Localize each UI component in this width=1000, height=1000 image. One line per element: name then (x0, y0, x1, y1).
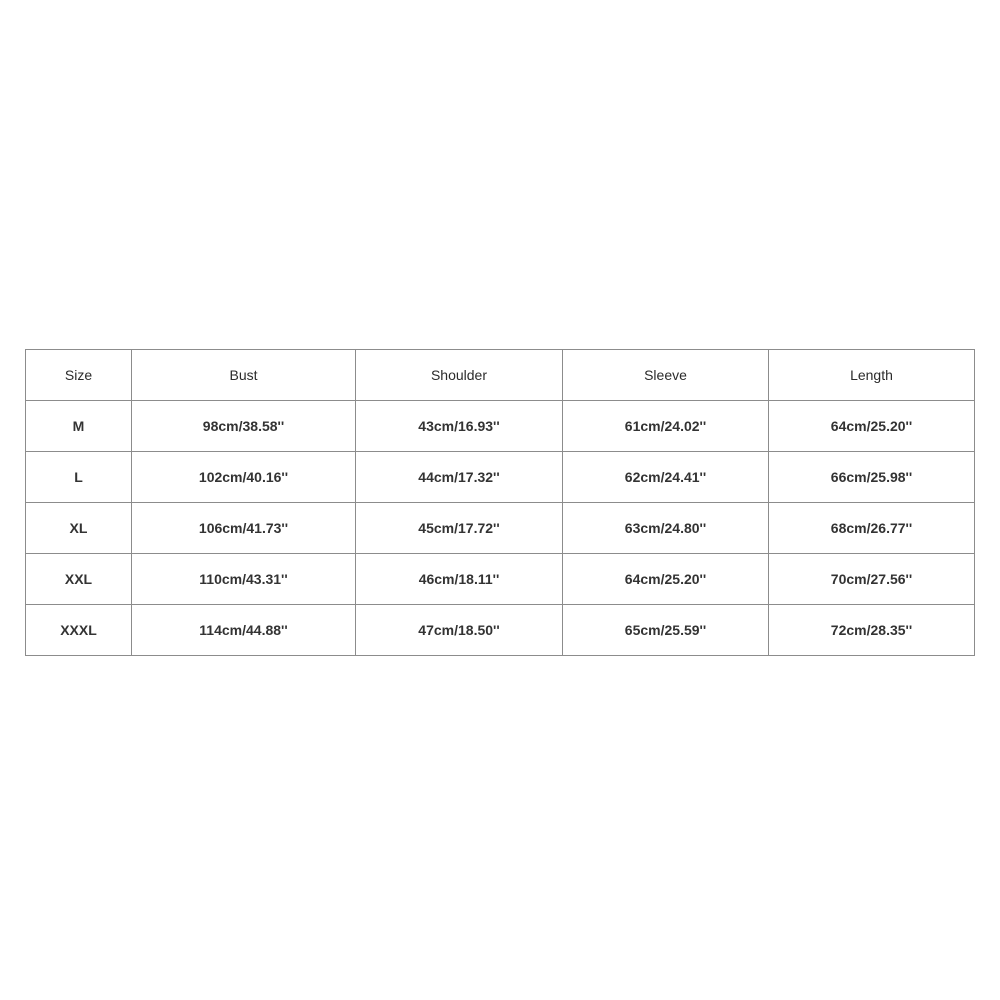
sleeve-cell: 64cm/25.20'' (563, 554, 769, 605)
table-row (26, 452, 975, 503)
header-bust: Bust (132, 350, 356, 401)
shoulder-cell: 45cm/17.72'' (356, 503, 563, 554)
header-length: Length (769, 350, 975, 401)
bust-cell: 114cm/44.88'' (132, 605, 356, 656)
bust-cell: 98cm/38.58'' (132, 401, 356, 452)
shoulder-cell: 46cm/18.11'' (356, 554, 563, 605)
length-cell: 70cm/27.56'' (769, 554, 975, 605)
size-cell: XXXL (26, 605, 132, 656)
table-row (26, 605, 975, 656)
header-size: Size (26, 350, 132, 401)
shoulder-cell: 44cm/17.32'' (356, 452, 563, 503)
bust-cell: 102cm/40.16'' (132, 452, 356, 503)
header-row (26, 350, 975, 401)
sleeve-cell: 61cm/24.02'' (563, 401, 769, 452)
size-cell: M (26, 401, 132, 452)
header-sleeve: Sleeve (563, 350, 769, 401)
sleeve-cell: 62cm/24.41'' (563, 452, 769, 503)
sleeve-cell: 63cm/24.80'' (563, 503, 769, 554)
shoulder-cell: 43cm/16.93'' (356, 401, 563, 452)
sleeve-cell: 65cm/25.59'' (563, 605, 769, 656)
length-cell: 64cm/25.20'' (769, 401, 975, 452)
header-shoulder: Shoulder (356, 350, 563, 401)
length-cell: 72cm/28.35'' (769, 605, 975, 656)
bust-cell: 106cm/41.73'' (132, 503, 356, 554)
length-cell: 66cm/25.98'' (769, 452, 975, 503)
size-cell: XXL (26, 554, 132, 605)
size-cell: XL (26, 503, 132, 554)
length-cell: 68cm/26.77'' (769, 503, 975, 554)
size-cell: L (26, 452, 132, 503)
shoulder-cell: 47cm/18.50'' (356, 605, 563, 656)
table-row (26, 503, 975, 554)
table-row (26, 554, 975, 605)
table-row (26, 401, 975, 452)
bust-cell: 110cm/43.31'' (132, 554, 356, 605)
size-chart-table (25, 349, 975, 656)
